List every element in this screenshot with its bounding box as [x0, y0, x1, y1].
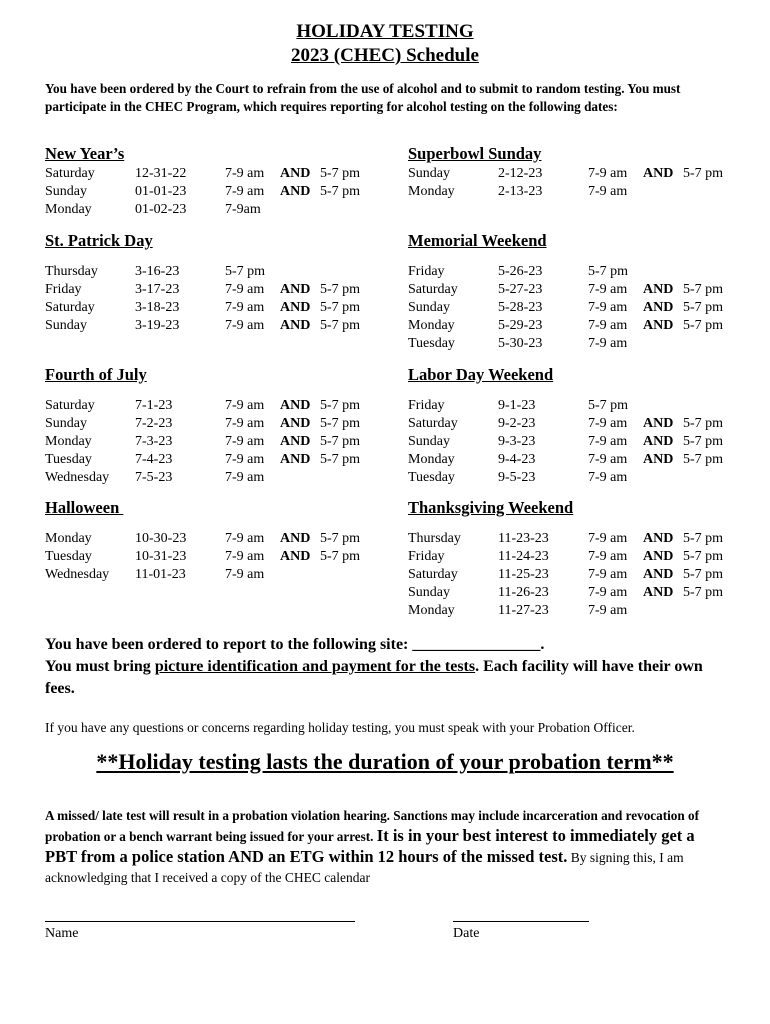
bring-id-text: You must bring	[45, 658, 155, 675]
evening-time-cell: 5-7 pm	[320, 398, 361, 413]
time-cell: 5-7 pm	[588, 398, 629, 413]
day-cell: Sunday	[408, 300, 450, 315]
evening-time-cell: 5-7 pm	[683, 300, 724, 315]
time-cell: 7-9 am	[225, 434, 265, 449]
date-cell: 9-3-23	[498, 434, 536, 449]
date-cell: 7-4-23	[135, 452, 173, 467]
evening-time-cell: 5-7 pm	[320, 549, 361, 564]
time-cell: 7-9 am	[225, 531, 265, 546]
evening-time-cell: 5-7 pm	[683, 434, 724, 449]
day-cell: Wednesday	[45, 567, 110, 582]
bring-id-line	[45, 656, 735, 700]
section-title: Labor Day Weekend	[408, 365, 554, 384]
evening-time-cell: 5-7 pm	[683, 318, 724, 333]
time-cell: 7-9 am	[225, 166, 265, 181]
date-cell: 10-30-23	[135, 531, 187, 546]
evening-time-cell: 5-7 pm	[320, 318, 361, 333]
evening-time-cell: 5-7 pm	[683, 531, 724, 546]
and-label: AND	[643, 282, 674, 297]
evening-time-cell: 5-7 pm	[683, 567, 724, 582]
and-label: AND	[643, 318, 674, 333]
and-label: AND	[643, 300, 674, 315]
evening-time-cell: 5-7 pm	[320, 434, 361, 449]
and-label: AND	[280, 300, 311, 315]
and-label: AND	[280, 452, 311, 467]
time-cell: 7-9 am	[588, 531, 628, 546]
day-cell: Monday	[408, 318, 455, 333]
and-label: AND	[643, 567, 674, 582]
warning-pbt-etg: It is in your best interest to immediately get a PBT from a police station AND an ETG within 12 hours of the missed test.	[45, 826, 695, 866]
day-cell: Tuesday	[45, 549, 92, 564]
time-cell: 7-9 am	[588, 166, 628, 181]
time-cell: 7-9 am	[588, 585, 628, 600]
and-label: AND	[280, 549, 311, 564]
evening-time-cell: 5-7 pm	[320, 531, 361, 546]
date-cell: 11-26-23	[498, 585, 549, 600]
bring-id-underlined: picture identification and payment for the tests	[154, 658, 476, 675]
and-label: AND	[280, 318, 311, 333]
time-cell: 7-9 am	[225, 184, 265, 199]
day-cell: Tuesday	[408, 470, 455, 485]
evening-time-cell: 5-7 pm	[320, 166, 361, 181]
time-cell: 7-9 am	[225, 549, 265, 564]
day-cell: Saturday	[45, 166, 95, 181]
and-label: AND	[643, 531, 674, 546]
date-cell: 3-18-23	[135, 300, 180, 315]
time-cell: 7-9 am	[225, 470, 265, 485]
and-label: AND	[643, 549, 674, 564]
date-cell: 2-12-23	[498, 166, 543, 181]
date-cell: 01-01-23	[135, 184, 187, 199]
date-cell: 3-19-23	[135, 318, 180, 333]
and-label: AND	[643, 452, 674, 467]
date-cell: 2-13-23	[498, 184, 543, 199]
day-cell: Friday	[408, 264, 445, 279]
date-cell: 7-1-23	[135, 398, 173, 413]
time-cell: 7-9 am	[588, 336, 628, 351]
date-cell: 11-25-23	[498, 567, 549, 582]
day-cell: Thursday	[408, 531, 461, 546]
time-cell: 7-9 am	[588, 470, 628, 485]
section-title: Halloween	[45, 498, 124, 517]
date-cell: 3-16-23	[135, 264, 180, 279]
evening-time-cell: 5-7 pm	[320, 300, 361, 315]
date-cell: 5-28-23	[498, 300, 543, 315]
evening-time-cell: 5-7 pm	[683, 282, 724, 297]
document-title: HOLIDAY TESTING	[296, 21, 474, 42]
date-cell: 5-29-23	[498, 318, 543, 333]
evening-time-cell: 5-7 pm	[683, 416, 724, 431]
date-cell: 01-02-23	[135, 202, 187, 217]
day-cell: Friday	[45, 282, 82, 297]
time-cell: 7-9 am	[225, 282, 265, 297]
section-title: Fourth of July	[45, 365, 147, 384]
evening-time-cell: 5-7 pm	[320, 282, 361, 297]
day-cell: Friday	[408, 398, 445, 413]
date-cell: 11-24-23	[498, 549, 549, 564]
section-title: Thanksgiving Weekend	[408, 498, 574, 517]
day-cell: Sunday	[45, 318, 87, 333]
evening-time-cell: 5-7 pm	[320, 184, 361, 199]
time-cell: 7-9 am	[225, 300, 265, 315]
day-cell: Saturday	[408, 567, 458, 582]
evening-time-cell: 5-7 pm	[320, 452, 361, 467]
date-cell: 11-27-23	[498, 603, 549, 618]
date-cell: 7-2-23	[135, 416, 173, 431]
day-cell: Monday	[408, 452, 455, 467]
time-cell: 7-9 am	[588, 567, 628, 582]
report-site-paragraph	[45, 634, 735, 700]
time-cell: 7-9 am	[225, 416, 265, 431]
time-cell: 5-7 pm	[588, 264, 629, 279]
day-cell: Tuesday	[408, 336, 455, 351]
date-cell: 10-31-23	[135, 549, 187, 564]
day-cell: Saturday	[45, 300, 95, 315]
duration-banner-text: **Holiday testing lasts the duration of your probation term**	[96, 749, 674, 774]
evening-time-cell: 5-7 pm	[683, 166, 724, 181]
time-cell: 7-9 am	[225, 398, 265, 413]
evening-time-cell: 5-7 pm	[683, 549, 724, 564]
date-cell: 5-30-23	[498, 336, 543, 351]
and-label: AND	[643, 585, 674, 600]
time-cell: 7-9 am	[588, 434, 628, 449]
time-cell: 7-9 am	[588, 416, 628, 431]
day-cell: Sunday	[408, 166, 450, 181]
and-label: AND	[280, 184, 311, 199]
name-signature-line[interactable]	[45, 921, 355, 922]
day-cell: Sunday	[408, 434, 450, 449]
and-label: AND	[280, 282, 311, 297]
time-cell: 7-9 am	[588, 318, 628, 333]
time-cell: 7-9 am	[588, 282, 628, 297]
time-cell: 7-9am	[225, 202, 261, 217]
day-cell: Tuesday	[45, 452, 92, 467]
time-cell: 7-9 am	[225, 452, 265, 467]
time-cell: 7-9 am	[588, 300, 628, 315]
day-cell: Saturday	[408, 416, 458, 431]
report-site-line: You have been ordered to report to the following site: ________________.	[45, 636, 545, 653]
date-cell: 7-3-23	[135, 434, 173, 449]
time-cell: 7-9 am	[588, 603, 628, 618]
date-cell: 9-4-23	[498, 452, 536, 467]
document-subtitle: 2023 (CHEC) Schedule	[291, 45, 479, 66]
day-cell: Monday	[45, 531, 92, 546]
day-cell: Monday	[45, 202, 92, 217]
missed-test-warning	[45, 806, 730, 888]
section-title: New Year’s	[45, 144, 125, 163]
time-cell: 7-9 am	[225, 567, 265, 582]
evening-time-cell: 5-7 pm	[683, 452, 724, 467]
date-cell: 5-27-23	[498, 282, 543, 297]
section-title: St. Patrick Day	[45, 231, 153, 250]
day-cell: Sunday	[45, 184, 87, 199]
and-label: AND	[280, 398, 311, 413]
day-cell: Saturday	[408, 282, 458, 297]
and-label: AND	[280, 434, 311, 449]
and-label: AND	[643, 416, 674, 431]
time-cell: 7-9 am	[588, 452, 628, 467]
day-cell: Sunday	[45, 416, 87, 431]
time-cell: 7-9 am	[225, 318, 265, 333]
day-cell: Monday	[408, 603, 455, 618]
time-cell: 5-7 pm	[225, 264, 266, 279]
evening-time-cell: 5-7 pm	[683, 585, 724, 600]
day-cell: Thursday	[45, 264, 98, 279]
duration-banner	[0, 749, 770, 775]
date-cell: 3-17-23	[135, 282, 180, 297]
date-cell: 9-1-23	[498, 398, 536, 413]
day-cell: Wednesday	[45, 470, 110, 485]
fees-text: . Each facility will have their own fees.	[45, 658, 703, 697]
questions-note: If you have any questions or concerns regarding holiday testing, you must speak with your Probation Officer.	[45, 720, 635, 735]
and-label: AND	[280, 416, 311, 431]
date-signature-line[interactable]	[453, 921, 589, 922]
date-cell: 9-5-23	[498, 470, 536, 485]
day-cell: Saturday	[45, 398, 95, 413]
name-label: Name	[45, 926, 79, 941]
warning-sanctions: A missed/ late test will result in a probation violation hearing. Sanctions may include incarceration and revocation of probation or a bench warrant being issued for your arrest.	[45, 808, 700, 844]
date-label: Date	[453, 926, 480, 941]
time-cell: 7-9 am	[588, 549, 628, 564]
and-label: AND	[643, 434, 674, 449]
date-cell: 11-01-23	[135, 567, 186, 582]
date-cell: 11-23-23	[498, 531, 549, 546]
evening-time-cell: 5-7 pm	[320, 416, 361, 431]
acknowledgement-text: By signing this, I am acknowledging that I received a copy of the CHEC calendar	[45, 850, 684, 885]
section-title: Memorial Weekend	[408, 231, 547, 250]
day-cell: Monday	[45, 434, 92, 449]
and-label: AND	[643, 166, 674, 181]
date-cell: 9-2-23	[498, 416, 536, 431]
section-title: Superbowl Sunday	[408, 144, 542, 163]
time-cell: 7-9 am	[588, 184, 628, 199]
intro-paragraph: You have been ordered by the Court to refrain from the use of alcohol and to submit to random testing. You must participate in the CHEC Program, which requires reporting for alcohol testing on the following dates:	[45, 81, 681, 114]
day-cell: Friday	[408, 549, 445, 564]
date-cell: 12-31-22	[135, 166, 187, 181]
date-cell: 5-26-23	[498, 264, 543, 279]
and-label: AND	[280, 531, 311, 546]
date-cell: 7-5-23	[135, 470, 173, 485]
day-cell: Sunday	[408, 585, 450, 600]
and-label: AND	[280, 166, 311, 181]
day-cell: Monday	[408, 184, 455, 199]
